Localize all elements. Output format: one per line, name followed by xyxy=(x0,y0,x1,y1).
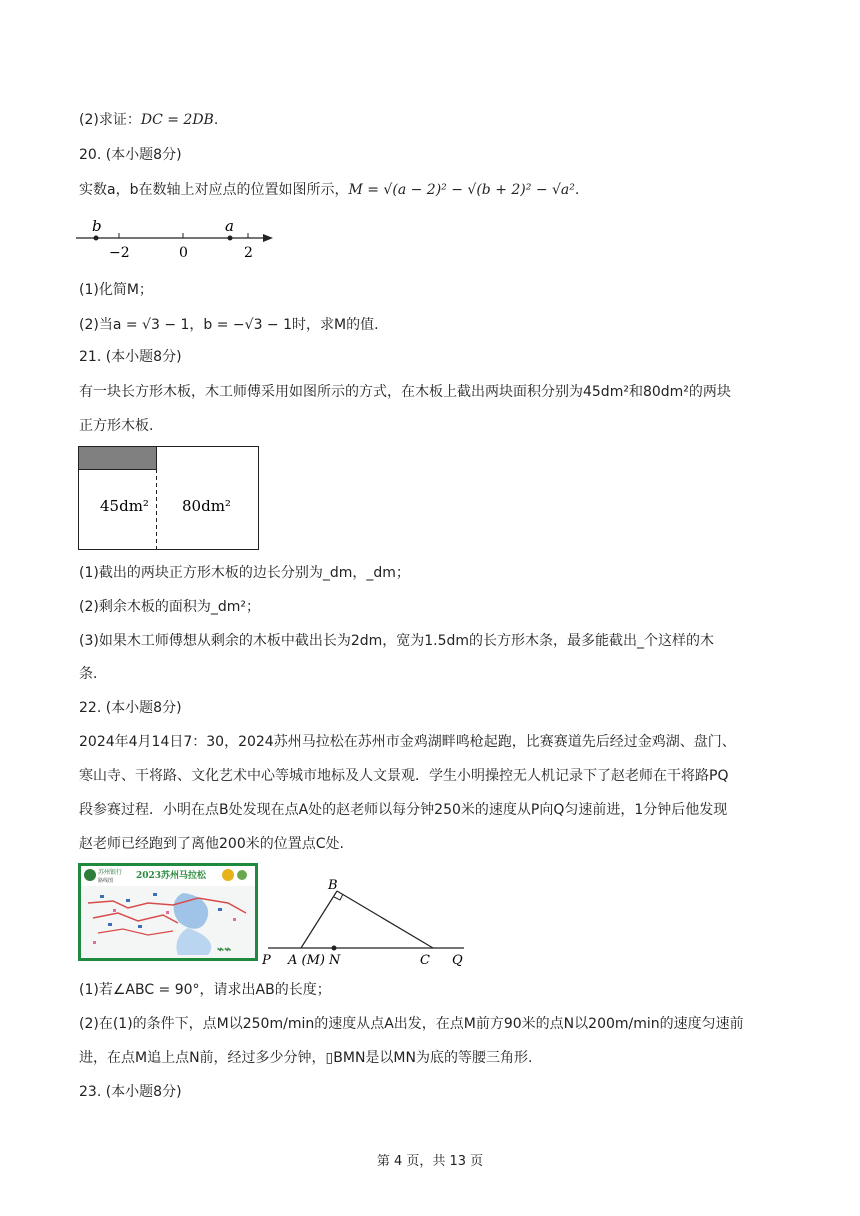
marathon-route-map xyxy=(78,863,258,961)
q20-sub2: (2)当a = √3 − 1，b = −√3 − 1时，求M的值. xyxy=(79,317,379,333)
tick-label: −2 xyxy=(109,245,130,261)
area-label-45: 45dm² xyxy=(100,497,149,515)
q22-stem-line4: 赵老师已经跑到了离他200米的位置点C处. xyxy=(79,836,344,852)
label-P: P xyxy=(262,953,271,968)
number-line-figure xyxy=(76,213,276,263)
triangle-figure xyxy=(262,877,472,969)
area-label-80: 80dm² xyxy=(182,497,231,515)
q19-part2: (2)求证：DC = 2DB. xyxy=(79,112,219,128)
label-Q: Q xyxy=(452,953,463,968)
q22-sub2-line2: 进，在点M追上点N前，经过多少分钟，▯BMN是以MN为底的等腰三角形. xyxy=(79,1050,533,1066)
q21-stem-line1: 有一块长方形木板，木工师傅采用如图所示的方式，在木板上截出两块面积分别为45dm²和80dm²的两块 xyxy=(79,384,731,400)
q21-stem-line2: 正方形木板. xyxy=(79,418,154,434)
point-b-label: b xyxy=(92,217,102,235)
q20-sub1: (1)化简M； xyxy=(79,282,153,298)
svg-text:⌁⌁: ⌁⌁ xyxy=(216,942,231,956)
q22-stem-line2: 寒山寺、干将路、文化艺术中心等城市地标及人文景观．学生小明操控无人机记录下了赵老师在干将路PQ xyxy=(79,768,729,784)
label-N: N xyxy=(329,953,341,968)
q21-sub3-line2: 条. xyxy=(79,666,98,682)
tick-label: 2 xyxy=(244,245,253,261)
q22-sub1: (1)若∠ABC = 90°，请求出AB的长度； xyxy=(79,982,331,998)
svg-text:苏州银行: 苏州银行 xyxy=(98,869,123,876)
board-figure xyxy=(78,446,260,552)
svg-text:路线图: 路线图 xyxy=(98,878,114,884)
svg-text:2023苏州马拉松: 2023苏州马拉松 xyxy=(136,871,207,881)
label-C: C xyxy=(420,953,430,968)
point-a-label: a xyxy=(225,217,234,235)
q22-sub2-line1: (2)在(1)的条件下，点M以250m/min的速度从点A出发，在点M前方90米的点N以200m/min的速度匀速前 xyxy=(79,1016,744,1032)
label-B: B xyxy=(328,878,338,893)
q21-sub2: (2)剩余木板的面积为_dm²； xyxy=(79,599,260,615)
q21-sub3-line1: (3)如果木工师傅想从剩余的木板中截出长为2dm，宽为1.5dm的长方形木条，最多能截出_个这样的木 xyxy=(79,633,715,649)
tick-label: 0 xyxy=(179,245,188,261)
q20-stem: 实数a，b在数轴上对应点的位置如图所示，M = √(a − 2)² − √(b + 2)² − √a². xyxy=(79,182,580,198)
q21-header: 21. (本小题8分) xyxy=(79,349,182,365)
q20-header: 20. (本小题8分) xyxy=(79,147,182,163)
q22-header: 22. (本小题8分) xyxy=(79,700,182,716)
q22-stem-line3: 段参赛过程．小明在点B处发现在点A处的赵老师以每分钟250米的速度从P向Q匀速前进，1分钟后他发现 xyxy=(79,802,728,818)
q23-header: 23. (本小题8分) xyxy=(79,1084,182,1100)
q21-sub1: (1)截出的两块正方形木板的边长分别为_dm，_dm； xyxy=(79,565,410,581)
q22-stem-line1: 2024年4月14日7：30，2024苏州马拉松在苏州市金鸡湖畔鸣枪起跑，比赛赛道先后经过金鸡湖、盘门、 xyxy=(79,734,736,750)
page-footer: 第 4 页，共 13 页 xyxy=(376,1154,484,1169)
label-A-M: A (M) xyxy=(288,953,325,968)
